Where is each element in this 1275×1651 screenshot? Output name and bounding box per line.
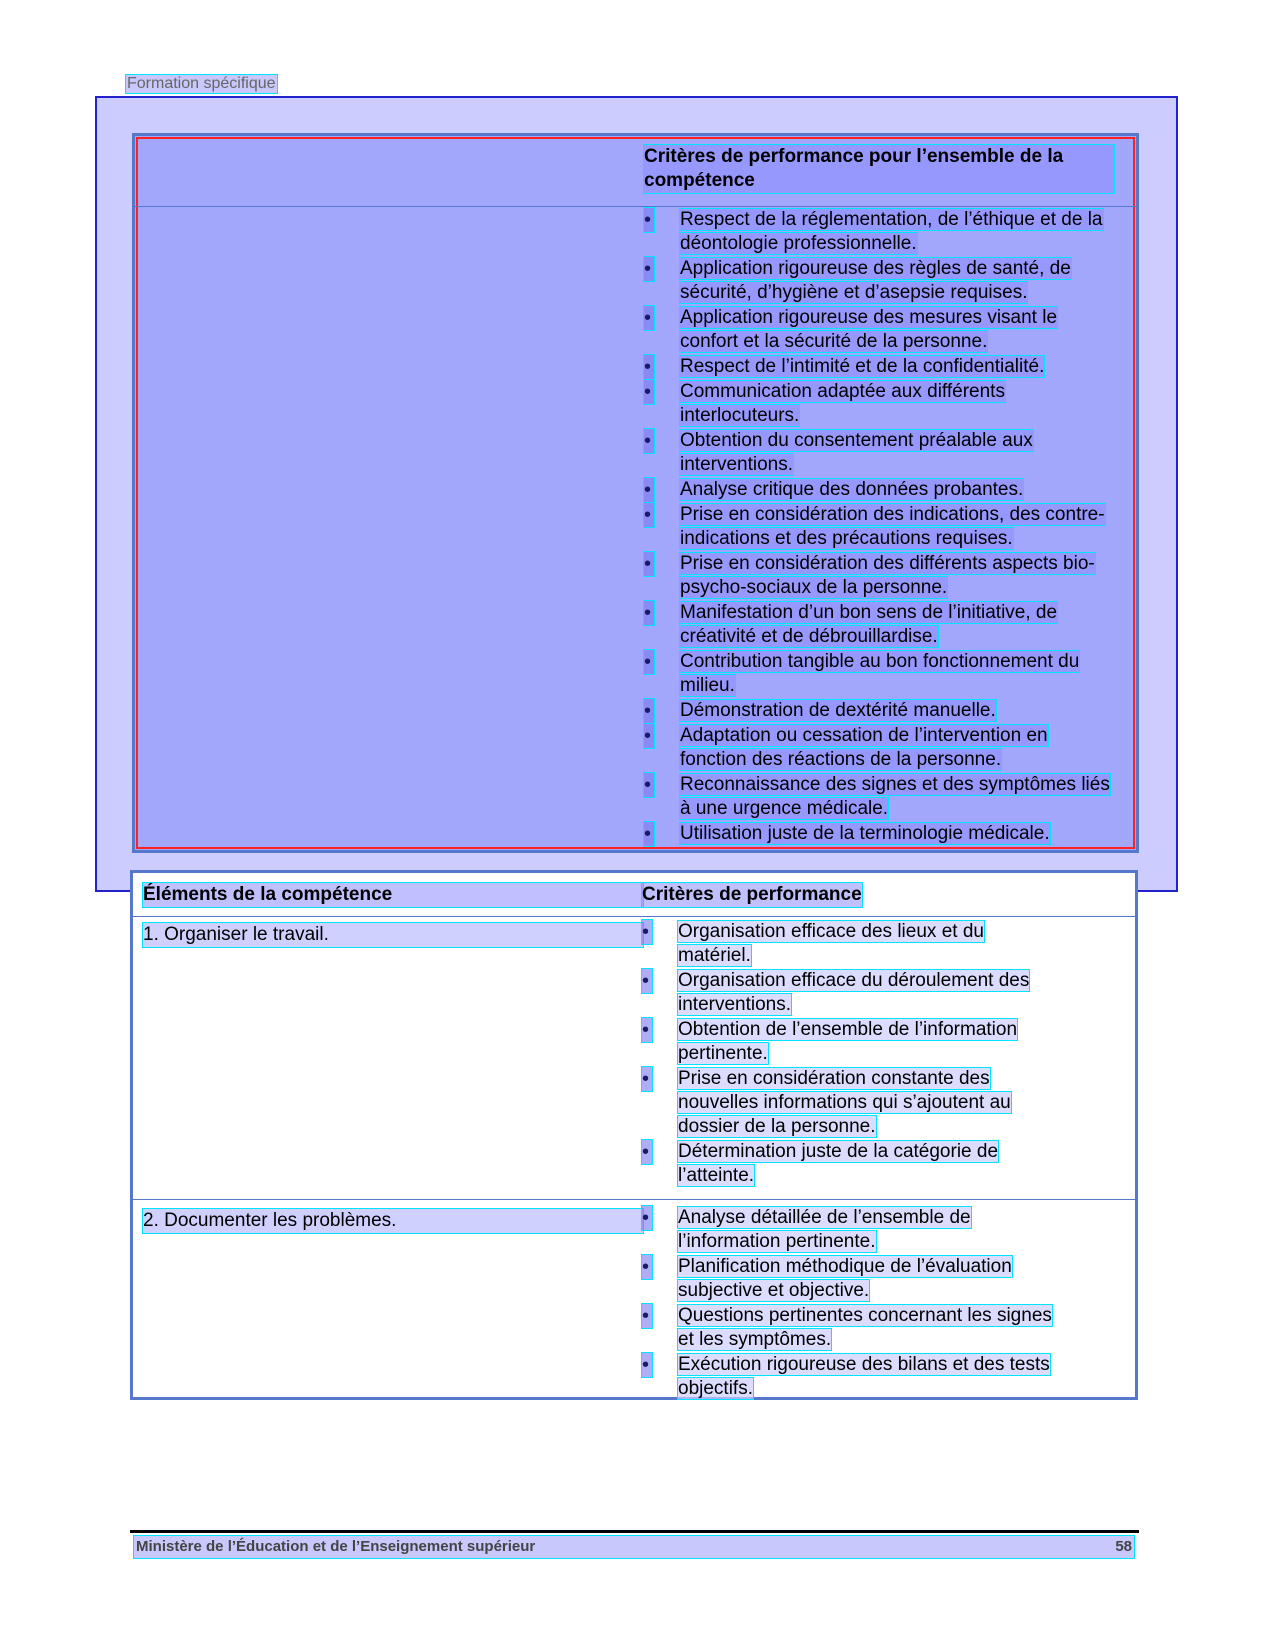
- footer-rule: [130, 1530, 1139, 1533]
- criterion-item: • Organisation efficace des lieux et du matériel.: [642, 920, 1062, 968]
- criterion-item: • Adaptation ou cessation de l’intervention en fonction des réactions de la personne.: [644, 724, 1114, 772]
- element-organiser: 1. Organiser le travail.: [143, 923, 643, 947]
- criteria-list-overall: [644, 208, 1114, 846]
- header-criteria-overall: Critères de performance pour l’ensemble de la compétence: [644, 145, 1114, 193]
- criterion-item: • Planification méthodique de l’évaluation subjective et objective.: [642, 1255, 1062, 1303]
- criterion-item: • Respect de la réglementation, de l’éthique et de la déontologie professionnelle.: [644, 208, 1114, 256]
- criteria-table-overall: [132, 133, 1139, 853]
- criterion-item: • Démonstration de dextérité manuelle.: [644, 699, 1114, 723]
- criterion-item: • Prise en considération des différents aspects bio-psycho-sociaux de la personne.: [644, 552, 1114, 600]
- criterion-item: • Exécution rigoureuse des bilans et des tests objectifs.: [642, 1353, 1062, 1401]
- criterion-item: • Communication adaptée aux différents interlocuteurs.: [644, 380, 1114, 428]
- criteria-list-row-1: [642, 920, 1062, 1188]
- criterion-item: • Reconnaissance des signes et des symptômes liés à une urgence médicale.: [644, 773, 1114, 821]
- criterion-item: • Analyse détaillée de l’ensemble de l’information pertinente.: [642, 1206, 1062, 1254]
- criterion-item: • Application rigoureuse des règles de santé, de sécurité, d’hygiène et d’asepsie requises.: [644, 257, 1114, 305]
- page-number: 58: [1115, 1538, 1132, 1555]
- element-documenter: 2. Documenter les problèmes.: [143, 1209, 643, 1233]
- criterion-item: • Détermination juste de la catégorie de l’atteinte.: [642, 1140, 1062, 1188]
- header-criteria: Critères de performance: [642, 884, 862, 905]
- criterion-item: • Obtention de l’ensemble de l’information pertinente.: [642, 1018, 1062, 1066]
- row-divider: [133, 1199, 1135, 1200]
- criteria-column-row-1: [642, 920, 1062, 1189]
- criterion-item: • Organisation efficace du déroulement des interventions.: [642, 969, 1062, 1017]
- competence-elements-table: [130, 870, 1138, 1400]
- criterion-item: • Prise en considération constante des nouvelles informations qui s’ajoutent au dossier de la personne.: [642, 1067, 1062, 1139]
- criteria-list-row-2: [642, 1206, 1062, 1401]
- criterion-item: • Respect de l’intimité et de la confidentialité.: [644, 355, 1114, 379]
- footer-ministry: Ministère de l’Éducation et de l’Enseignement supérieur: [136, 1538, 536, 1555]
- criterion-item: • Prise en considération des indications, des contre-indications et des précautions requises.: [644, 503, 1114, 551]
- criterion-item: • Questions pertinentes concernant les signes et les symptômes.: [642, 1304, 1062, 1352]
- header-elements: Éléments de la compétence: [143, 883, 643, 907]
- criterion-item: • Analyse critique des données probantes.: [644, 478, 1114, 502]
- criterion-item: • Application rigoureuse des mesures visant le confort et la sécurité de la personne.: [644, 306, 1114, 354]
- page-footer: [134, 1536, 1134, 1558]
- criterion-item: • Obtention du consentement préalable aux interventions.: [644, 429, 1114, 477]
- table-header-row: [135, 136, 1136, 207]
- criterion-item: • Contribution tangible au bon fonctionnement du milieu.: [644, 650, 1114, 698]
- criteria-list-column: [644, 208, 1114, 847]
- table-header-row: [133, 873, 1135, 917]
- page-header: Formation spécifique: [127, 75, 276, 92]
- criterion-item: • Utilisation juste de la terminologie médicale.: [644, 822, 1114, 846]
- criterion-item: • Manifestation d’un bon sens de l’initiative, de créativité et de débrouillardise.: [644, 601, 1114, 649]
- criteria-column-row-2: [642, 1206, 1062, 1402]
